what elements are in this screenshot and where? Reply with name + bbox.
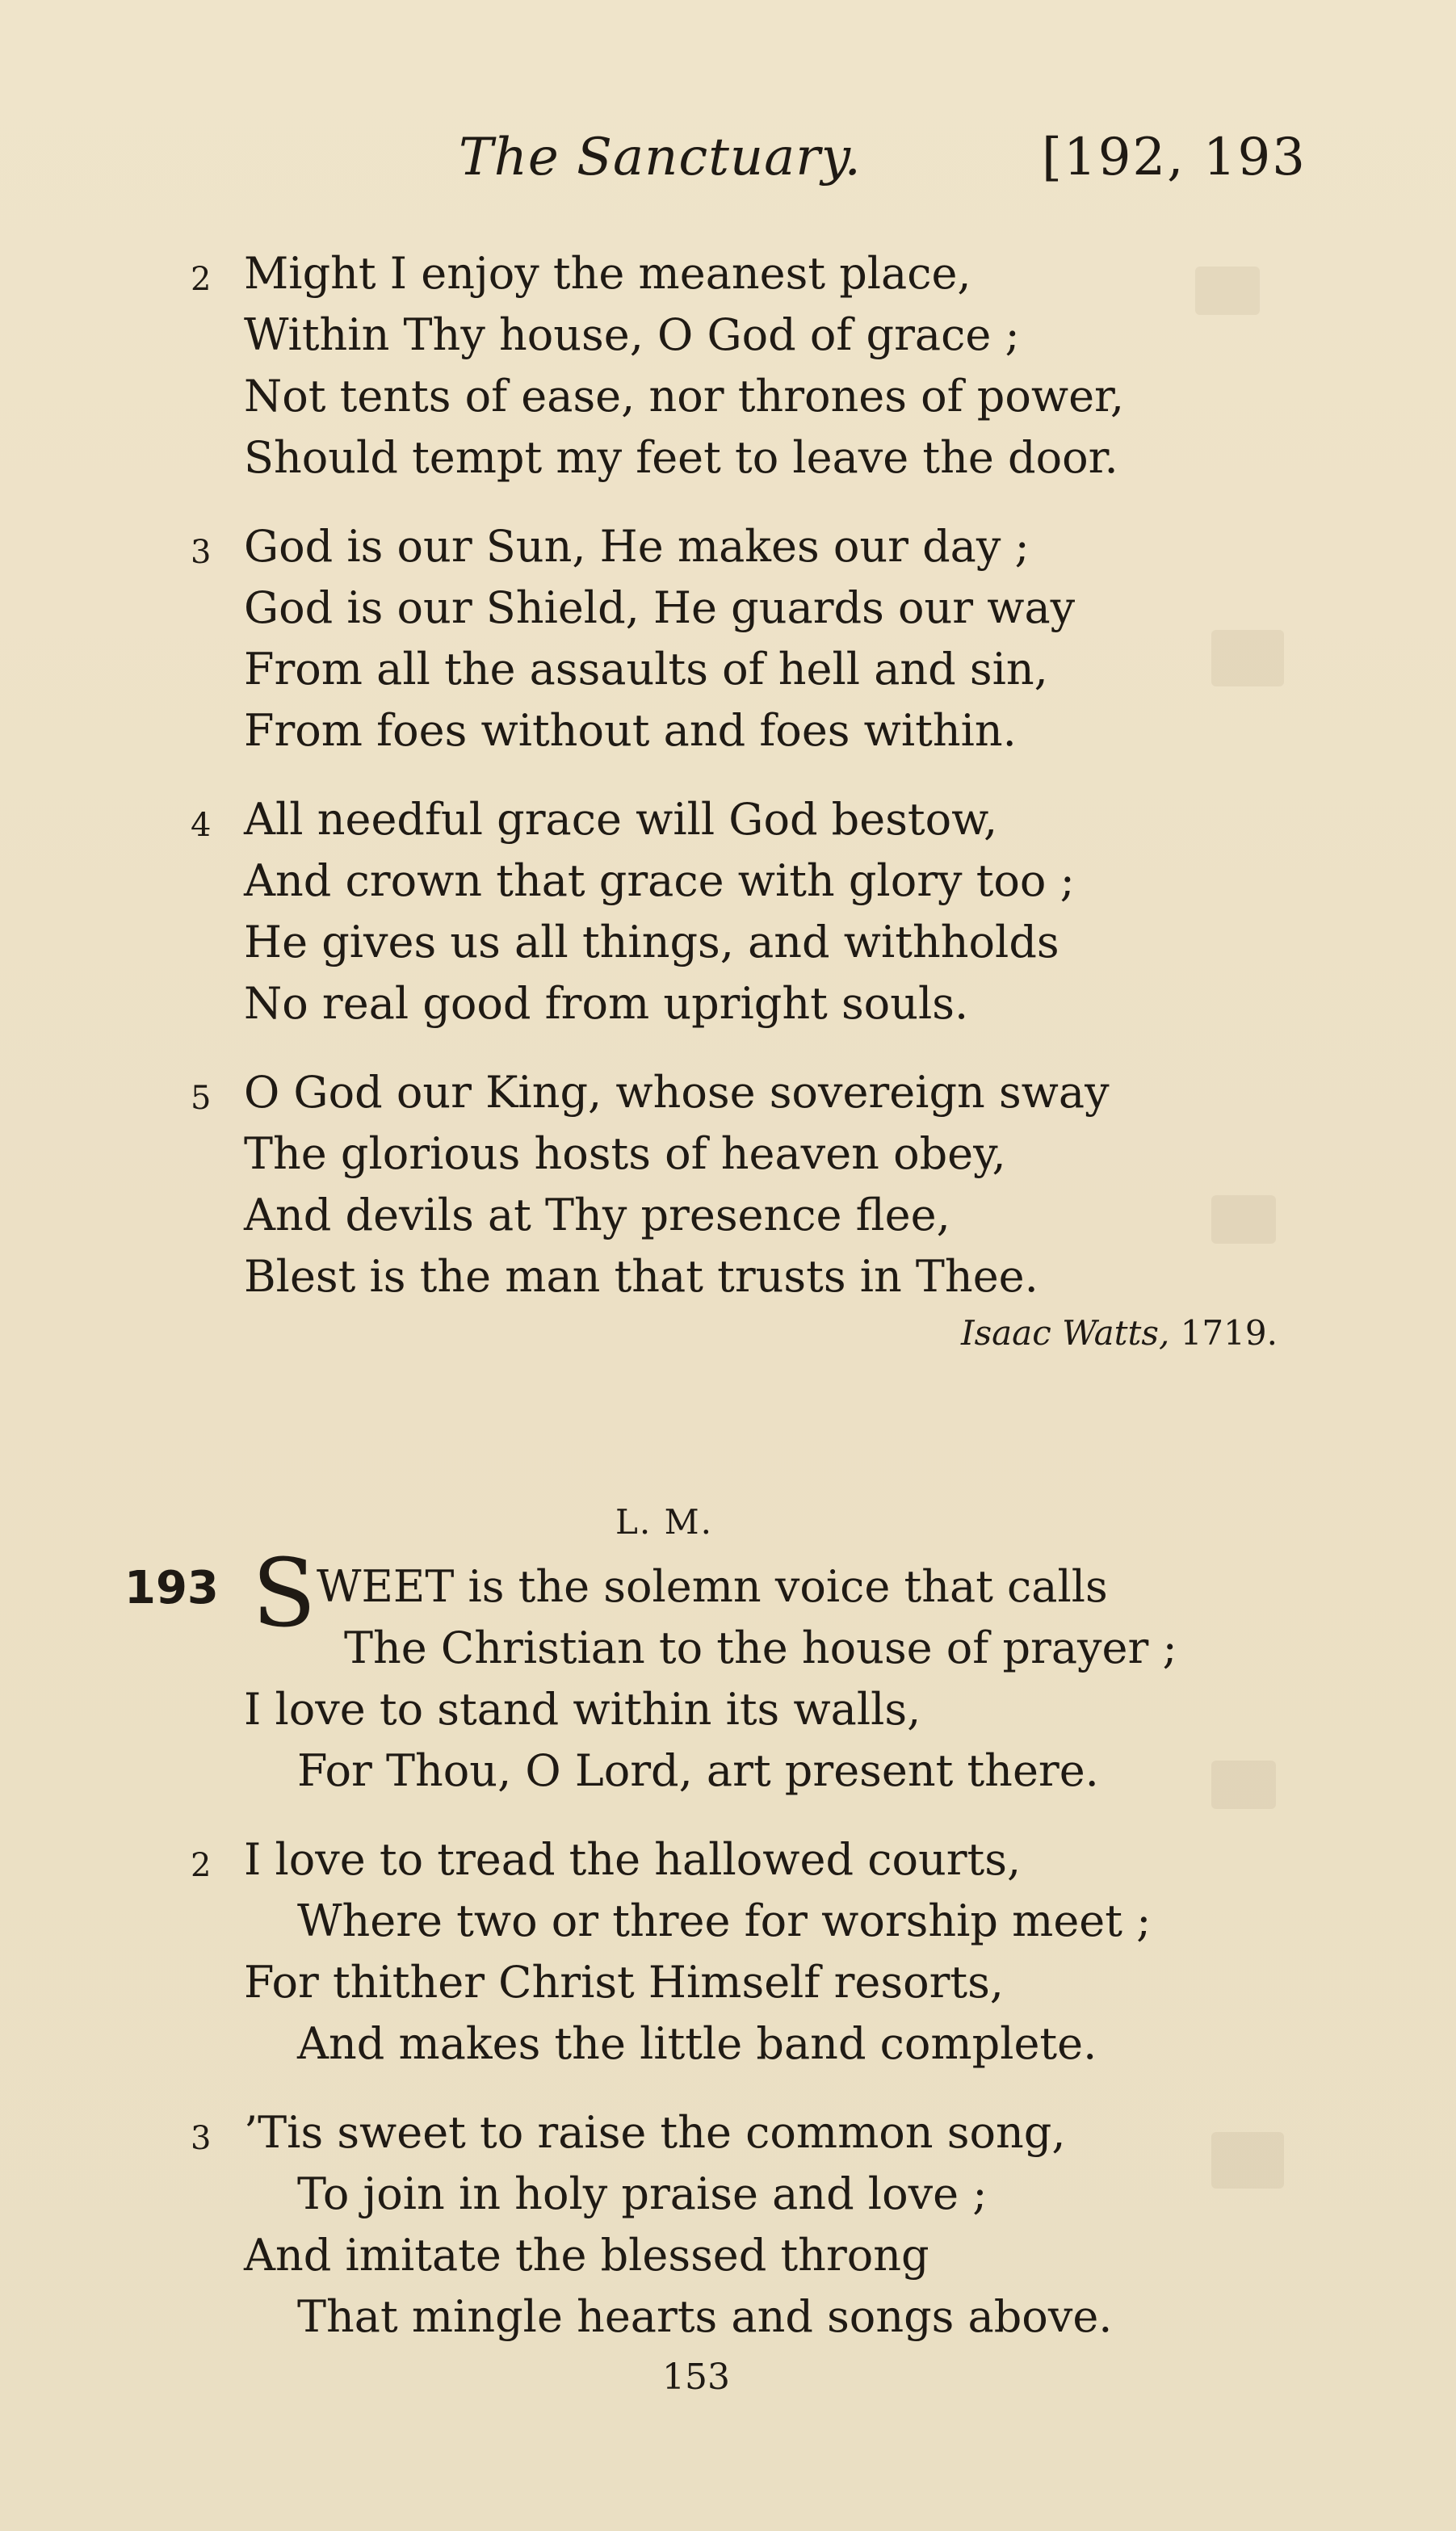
verse-line: I love to tread the hallowed courts, xyxy=(244,1834,1022,1885)
hymn-attribution xyxy=(961,1313,1278,1353)
verse-line: The Christian to the house of prayer ; xyxy=(344,1622,1177,1673)
verse-line: And imitate the blessed throng xyxy=(244,2230,929,2281)
verse-line: For Thou, O Lord, art present there. xyxy=(297,1745,1099,1796)
verse-line: All needful grace will God bestow, xyxy=(244,794,998,845)
verse-line: For thither Christ Himself resorts, xyxy=(244,1957,1004,2008)
verse-line: And makes the little band complete. xyxy=(297,2018,1097,2069)
show-through-mark xyxy=(1195,267,1260,315)
verse-line: Blest is the man that trusts in Thee. xyxy=(244,1251,1039,1302)
verse-line: And devils at Thy presence flee, xyxy=(244,1190,950,1240)
drop-cap: S xyxy=(252,1539,317,1648)
author-name: Isaac Watts, xyxy=(961,1313,1170,1353)
verse-line: From foes without and foes within. xyxy=(244,705,1017,756)
verse-line: Might I enjoy the meanest place, xyxy=(244,248,971,299)
verse-line: To join in holy praise and love ; xyxy=(297,2168,988,2219)
author-year: 1719. xyxy=(1180,1313,1278,1353)
verse-line: WEET is the solemn voice that calls xyxy=(317,1561,1108,1612)
verse-line: That mingle hearts and songs above. xyxy=(297,2291,1113,2342)
verse-number: 4 xyxy=(191,807,212,844)
verse-line: I love to stand within its walls, xyxy=(244,1684,921,1735)
verse-number: 2 xyxy=(191,1847,212,1884)
verse-line: And crown that grace with glory too ; xyxy=(244,855,1075,906)
verse-number: 2 xyxy=(191,261,212,298)
running-head-title: The Sanctuary. xyxy=(459,128,862,187)
verse-line: Should tempt my feet to leave the door. xyxy=(244,432,1118,483)
running-head-hymn-range: [192, 193 xyxy=(1042,128,1307,187)
verse-line: Not tents of ease, nor thrones of power, xyxy=(244,371,1125,422)
verse-number: 5 xyxy=(191,1080,212,1117)
verse-line: The glorious hosts of heaven obey, xyxy=(244,1128,1006,1179)
hymn-number: 193 xyxy=(124,1562,219,1614)
hymn-meter: L. M. xyxy=(615,1502,713,1542)
verse-line: No real good from upright souls. xyxy=(244,978,969,1029)
show-through-mark xyxy=(1211,2132,1284,2189)
show-through-mark xyxy=(1211,1195,1276,1244)
verse-number: 3 xyxy=(191,2120,212,2157)
verse-line: Within Thy house, O God of grace ; xyxy=(244,309,1020,360)
verse-line: ’Tis sweet to raise the common song, xyxy=(244,2107,1066,2158)
verse-line: O God our King, whose sovereign sway xyxy=(244,1067,1110,1118)
verse-number: 3 xyxy=(191,534,212,571)
verse-line: God is our Sun, He makes our day ; xyxy=(244,521,1030,572)
verse-line: From all the assaults of hell and sin, xyxy=(244,644,1048,695)
page-number: 153 xyxy=(662,2357,730,2398)
verse-line: He gives us all things, and withholds xyxy=(244,917,1059,967)
verse-line: Where two or three for worship meet ; xyxy=(297,1895,1152,1946)
show-through-mark xyxy=(1211,630,1284,686)
verse-line: God is our Shield, He guards our way xyxy=(244,582,1076,633)
show-through-mark xyxy=(1211,1761,1276,1809)
